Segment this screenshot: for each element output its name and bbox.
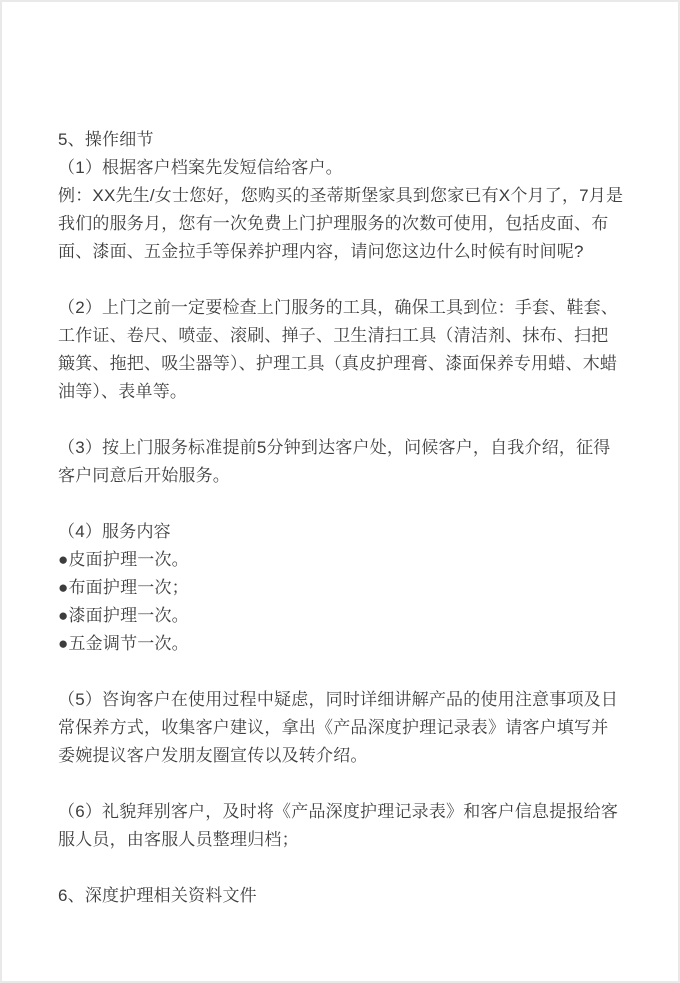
service-bullet-item: ●五金调节一次。 [58,634,189,653]
section-6-heading: 6、深度护理相关资料文件 [58,886,257,905]
step-4-paragraph: （4）服务内容 [58,522,171,541]
step-6-paragraph: （6）礼貌拜别客户，及时将《产品深度护理记录表》和客户信息提报给客服人员，由客服人员整理归档； [58,802,619,849]
sms-example-paragraph: 例：XX先生/女士您好，您购买的圣蒂斯堡家具到您家已有X个月了，7月是我们的服务月，您有一次免费上门护理服务的次数可使用，包括皮面、布面、漆面、五金拉手等保养护理内容，请问您这边什么时候有时间呢? [58,186,624,261]
step-5-paragraph: （5）咨询客户在使用过程中疑虑，同时详细讲解产品的使用注意事项及日常保养方式，收集客户建议，拿出《产品深度护理记录表》请客户填写并委婉提议客户发朋友圈宣传以及转介绍。 [58,690,619,765]
service-bullet-item: ●布面护理一次； [58,578,189,597]
step-1-paragraph: （1）根据客户档案先发短信给客户。 [58,158,343,177]
service-bullet-item: ●漆面护理一次。 [58,606,189,625]
step-3-paragraph: （3）按上门服务标准提前5分钟到达客户处，问候客户，自我介绍，征得客户同意后开始服务。 [58,438,611,485]
step-2-paragraph: （2）上门之前一定要检查上门服务的工具，确保工具到位：手套、鞋套、工作证、卷尺、喷壶、滚刷、掸子、卫生清扫工具（清洁剂、抹布、扫把簸箕、拖把、吸尘器等）、护理工具（真皮护理膏、漆面保养专用蜡、木蜡油等）、表单等。 [58,298,619,401]
service-bullet-item: ●皮面护理一次。 [58,550,189,569]
document-body [2,2,678,910]
section-5-heading: 5、操作细节 [58,130,154,149]
